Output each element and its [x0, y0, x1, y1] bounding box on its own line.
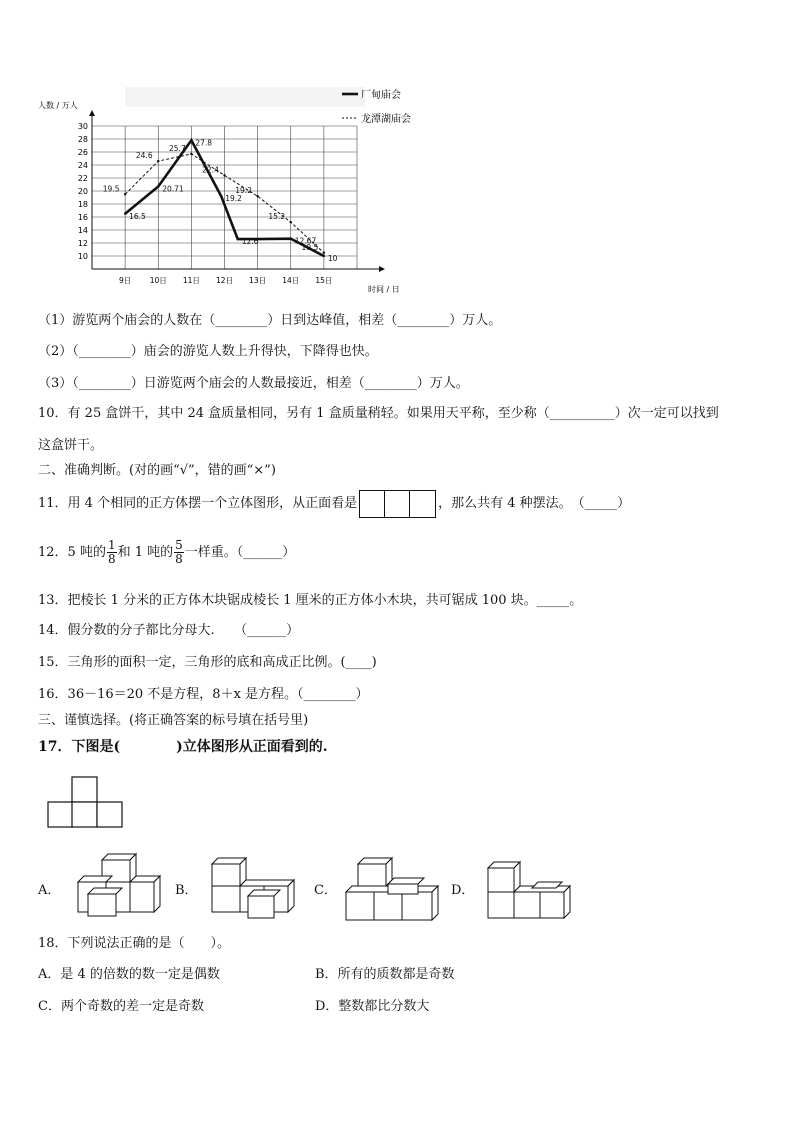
data-label: 10: [327, 254, 338, 263]
q18-option-b[interactable]: B．所有的质数都是奇数: [315, 967, 455, 982]
data-point: [157, 160, 159, 162]
three-squares-figure: [359, 490, 436, 518]
chart-svg: [30, 80, 430, 302]
data-point: [290, 221, 292, 223]
x-tick-label: 11日: [182, 276, 200, 285]
option-d-label[interactable]: D．: [451, 883, 475, 898]
q9-sub2: （2）（________）庙会的游览人数上升得快，下降得也快。: [38, 344, 378, 359]
legend-label: 厂甸庙会: [361, 90, 401, 101]
data-label: 24.6: [135, 151, 153, 161]
front-view-figure: [46, 774, 126, 830]
q13: 13．把棱长 1 分米的正方体木块锯成棱长 1 厘米的正方体小木块，共可锯成 100 块。_____。: [38, 593, 583, 608]
q15: 15．三角形的面积一定，三角形的底和高成正比例。(____): [38, 655, 377, 670]
y-tick-label: 14: [77, 226, 88, 235]
y-tick-label: 30: [77, 122, 88, 131]
option-b-label[interactable]: B．: [175, 883, 198, 898]
q12-text-mid: 和 1 吨的: [117, 545, 174, 560]
x-tick-label: 10日: [149, 276, 167, 285]
x-axis-label: 时间 / 日: [368, 285, 400, 294]
data-label: 12.6: [241, 237, 259, 247]
x-tick-label: 15日: [315, 276, 333, 285]
q10-line1: 10．有 25 盒饼干，其中 24 盒质量相同，另有 1 盒质量稍轻。如果用天平称，至少称（__________）次一定可以找到: [38, 406, 719, 421]
q11-text: 11．用 4 个相同的正方体摆一个立体图形，从正面看是: [38, 496, 358, 511]
q9-sub1: （1）游览两个庙会的人数在（________）日到达峰值，相差（________）万人。: [38, 313, 502, 328]
data-point: [157, 185, 159, 187]
y-tick-label: 10: [77, 252, 88, 261]
data-point: [323, 252, 325, 254]
data-point: [124, 193, 126, 195]
q18-option-c[interactable]: C．两个奇数的差一定是奇数: [38, 999, 204, 1014]
q12-text-pre: 12．5 吨的: [38, 545, 106, 560]
y-tick-label: 22: [77, 174, 88, 183]
legend-label: 龙潭湖庙会: [361, 114, 411, 125]
data-point: [323, 255, 325, 257]
data-point: [290, 237, 292, 239]
data-label: 19.2: [225, 194, 242, 204]
data-label: 27.8: [195, 138, 213, 148]
q12-text-post: 一样重。（______）: [184, 545, 296, 560]
x-axis-arrow: [379, 266, 385, 272]
q11-tail: ，那么共有 4 种摆法。 （_____）: [438, 496, 631, 511]
y-tick-label: 12: [77, 239, 88, 248]
data-label: 22.4: [202, 165, 219, 175]
q9-sub3: （3）（________）日游览两个庙会的人数最接近，相差（________）万人。: [38, 376, 469, 391]
data-label: 19.2: [235, 186, 252, 196]
data-label: 10.5: [301, 242, 319, 252]
q14: 14．假分数的分子都比分母大. （______）: [38, 623, 300, 638]
y-tick-label: 20: [77, 187, 88, 196]
option-c-figure[interactable]: [344, 854, 444, 922]
option-b-figure[interactable]: [208, 854, 300, 920]
section2-heading: 二、准确判断。(对的画“√”，错的画“×”): [38, 463, 276, 478]
q18-stem: 18．下列说法正确的是（ ）。: [38, 936, 231, 951]
data-point: [220, 195, 222, 197]
q17-question: 17．下图是( )立体图形从正面看到的.: [38, 739, 328, 755]
data-point: [237, 238, 239, 240]
x-tick-label: 12日: [215, 276, 234, 285]
x-tick-label: 13日: [249, 276, 267, 285]
q11: [38, 489, 630, 519]
y-axis-arrow: [89, 110, 95, 116]
y-tick-label: 24: [77, 161, 88, 170]
data-point: [190, 153, 192, 155]
option-c-label[interactable]: C．: [314, 883, 337, 898]
data-label: 15.2: [268, 212, 286, 222]
data-label: 20.71: [162, 184, 184, 194]
q16: 16．36－16＝20 不是方程，8＋x 是方程。（________）: [38, 687, 369, 702]
data-label: 12.67: [294, 236, 317, 246]
x-tick-label: 14日: [282, 276, 300, 285]
y-tick-label: 26: [77, 148, 88, 157]
data-label: 16.5: [129, 211, 146, 221]
q10-line2: 这盒饼干。: [38, 438, 104, 453]
q18-option-d[interactable]: D．整数都比分数大: [315, 999, 430, 1014]
data-point: [256, 195, 258, 197]
option-a-label[interactable]: A．: [38, 883, 61, 898]
q12: [38, 537, 295, 569]
section3-heading: 三、谨慎选择。(将正确答案的标号填在括号里): [38, 713, 309, 728]
data-point: [190, 139, 192, 141]
option-d-figure[interactable]: [484, 856, 576, 922]
line-chart: [30, 80, 430, 306]
data-label: 19.5: [102, 184, 120, 194]
option-a-figure[interactable]: [72, 852, 164, 918]
y-axis-label: 人数 / 万人: [38, 101, 78, 110]
data-point: [223, 174, 225, 176]
data-label: 25.7: [169, 143, 186, 153]
data-point: [124, 213, 126, 215]
y-tick-label: 16: [77, 213, 88, 222]
y-tick-label: 18: [77, 200, 88, 209]
fraction-one-eighth: $\frac{1}{8}$: [107, 538, 116, 566]
y-tick-label: 28: [77, 135, 88, 144]
fraction-five-eighths: $\frac{5}{8}$: [175, 538, 183, 566]
q18-option-a[interactable]: A．是 4 的倍数的数一定是偶数: [38, 967, 220, 982]
x-tick-label: 9日: [118, 276, 132, 285]
